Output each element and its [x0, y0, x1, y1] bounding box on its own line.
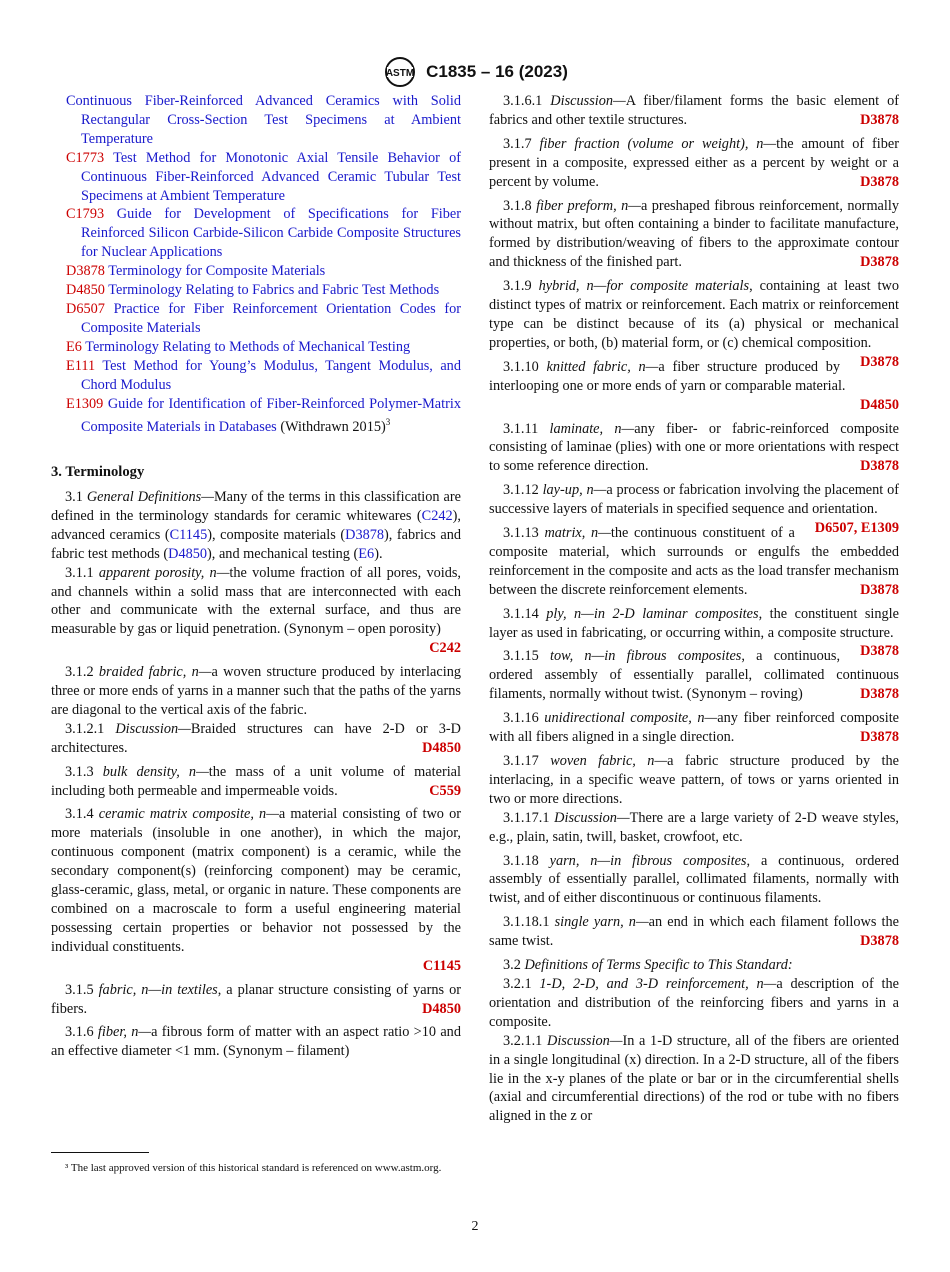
- term: laminate, n—: [549, 420, 635, 437]
- page-header: [0, 56, 950, 88]
- term: Discussion—: [554, 809, 630, 826]
- term: matrix, n—: [544, 525, 611, 542]
- definition-item: 3.1.10 knitted fabric, n—a fiber structure produced by interlooping one or more ends of yarn or comparable material.: [489, 358, 846, 394]
- ref-title[interactable]: Terminology for Composite Materials: [108, 263, 326, 280]
- definition-item: 3.1.6 fiber, n—a fibrous form of matter with an aspect ratio >10 and an effective diameter <1 mm. (Synonym – filament): [51, 1024, 461, 1060]
- ref-item[interactable]: [51, 262, 461, 281]
- ref-title[interactable]: Test Method for Young’s Modulus, Tangent Modulus, and Chord Modulus: [81, 357, 461, 393]
- source-ref[interactable]: D3878: [860, 254, 899, 271]
- ref-title[interactable]: Practice for Fiber Reinforcement Orientation Codes for Composite Materials: [81, 300, 462, 336]
- term: Discussion—: [547, 1032, 623, 1049]
- term: hybrid, n—for composite materials: [538, 278, 750, 295]
- term: bulk density, n—: [102, 763, 209, 780]
- ref-item[interactable]: [51, 281, 461, 300]
- link-d3878[interactable]: D3878: [345, 526, 385, 543]
- definition-item: 3.1.16 unidirectional composite, n—any fiber reinforced composite with all fibers aligned in a single direction. D3878: [489, 710, 900, 746]
- ref-title[interactable]: Test Method for Monotonic Axial Tensile Behavior of Continuous Fiber-Reinforced Advanced Ceramic Tubular Test Specimens at Ambient Temperature: [81, 149, 461, 204]
- definition-item: 3.2.1 1-D, 2-D, and 3-D reinforcement, n—a description of the orientation and distribution of the reinforcing fibers and yarns in a composite.: [489, 975, 899, 1030]
- term: single yarn, n—: [554, 914, 649, 931]
- left-column: [51, 92, 461, 1061]
- term: fiber, n—: [97, 1024, 152, 1041]
- definition-3-2: 3.2 Definitions of Terms Specific to This Standard:: [503, 957, 793, 974]
- definition-item: 3.1.13 matrix, n—the continuous constituent of a composite material, which surrounds or engulfs the embedded reinforcement in the composite and acts as the load transfer mechanism between the discrete reinforcement elements. D3878: [489, 525, 899, 598]
- definition-item: 3.1.9 hybrid, n—for composite materials, containing at least two distinct types of matrix or reinforcement. Each matrix or reinforcement type can be distinct because of its (a) physical or mechanical properties, or both, (b) material form, or (c) chemical composition. D3878: [489, 278, 900, 370]
- term: fiber fraction (volume or weight), n—: [539, 135, 777, 152]
- source-ref[interactable]: C242: [429, 640, 461, 657]
- term: woven fabric, n—: [550, 753, 668, 769]
- definition-item: 3.1.17.1 Discussion—There are a large variety of 2-D weave styles, e.g., plain, satin, twill, basket, crowfoot, etc.: [489, 809, 899, 845]
- source-ref[interactable]: C1145: [422, 957, 461, 974]
- definition-item: 3.1.8 fiber preform, n—a preshaped fibrous reinforcement, normally without matrix, but often containing a binder to facilitate manufacture, formed by distribution/weaving of fibers to the approximate contour and thickness of the finished part. D3878: [489, 197, 899, 271]
- term: tow, n—in fibrous composites: [549, 648, 742, 665]
- ref-id[interactable]: D4850: [66, 282, 105, 299]
- referenced-documents-list: [51, 92, 461, 437]
- term: yarn, n—in fibrous composites: [549, 852, 747, 869]
- ref-item[interactable]: [51, 92, 461, 149]
- source-ref[interactable]: D4850: [422, 739, 461, 756]
- source-ref[interactable]: D4850: [860, 396, 899, 413]
- definition-item: 3.1.2 braided fabric, n—a woven structure produced by interlacing three or more ends of yarns in a manner such that the paths of the yarns are diagonal to the vertical axis of the fabric.: [51, 664, 461, 718]
- link-e6[interactable]: E6: [358, 545, 375, 562]
- term: ply, n—in 2-D laminar composites: [546, 605, 759, 622]
- source-ref[interactable]: D3878: [860, 173, 899, 190]
- definition-item: 3.1.2.1 Discussion—Braided structures can have 2-D or 3-D architectures. D4850: [51, 720, 461, 756]
- term: knitted fabric, n—: [546, 358, 659, 375]
- clause-title: General Definitions—: [86, 488, 214, 505]
- ref-title[interactable]: Guide for Development of Specifications for Fiber Reinforced Silicon Carbide-Silicon Carbide Composite Structures for Nuclear Applications: [81, 206, 461, 261]
- source-ref[interactable]: C559: [429, 782, 461, 799]
- definition-item: 3.1.4 ceramic matrix composite, n—a material consisting of two or more materials (insoluble in one another), in which the major, continuous component (matrix component) is a ceramic, while the secondary component(s) (reinforcing component) may be ceramic, glass-ceramic, glass, metal, or organic in nature. These components are combined on a macroscale to form a useful engineering material possessing certain properties or behavior not possessed by the individual constituents.: [51, 806, 461, 955]
- ref-id[interactable]: E111: [66, 357, 96, 374]
- definition-item: 3.1.18 yarn, n—in fibrous composites, a continuous, ordered assembly of essentially parallel, collimated filaments, normally with twist, and of either discontinuous or continuous filaments.: [489, 852, 899, 907]
- term: fabric, n—in textiles: [98, 981, 218, 998]
- definition-item: 3.1.17 woven fabric, n—a fabric structure produced by the interlacing, in a specific weave pattern, of tows or yarns oriented in two or more directions.: [489, 753, 899, 807]
- definition-item: 3.1.7 fiber fraction (volume or weight), n—the amount of fiber present in a composite, expressed either as a percent by weight or a percent by volume. D3878: [489, 135, 899, 190]
- source-ref[interactable]: D6507, E1309: [814, 520, 899, 537]
- ref-id[interactable]: E6: [66, 338, 82, 355]
- definition-item: 3.1.5 fabric, n—in textiles, a planar structure consisting of yarns or fibers. D4850: [51, 981, 462, 1017]
- document-designation: C1835 – 16 (2023): [426, 62, 568, 81]
- source-ref[interactable]: D4850: [422, 1000, 461, 1017]
- source-ref[interactable]: D3878: [860, 729, 899, 746]
- ref-item[interactable]: [51, 149, 461, 206]
- definition-item: 3.2.1.1 Discussion—In a 1-D structure, all of the fibers are oriented in a single longitudinal (x) direction. In a 2-D structure, all of the fibers lie in the x-y planes of the plate or bar or in the circumferential shells (axial and circumferential directions) of the rod or tube with no fibers aligned in the z or: [489, 1032, 900, 1125]
- link-c1145[interactable]: C1145: [169, 526, 208, 543]
- term: lay-up, n—: [542, 482, 607, 499]
- footnote-divider: [51, 1152, 149, 1153]
- term: braided fabric, n—: [98, 664, 212, 681]
- term: Discussion—: [115, 720, 191, 737]
- definition-item: 3.1.6.1 Discussion—A fiber/filament forms the basic element of fabrics and other textile structures. D3878: [489, 93, 900, 128]
- source-ref[interactable]: D3878: [860, 353, 899, 370]
- source-ref[interactable]: D3878: [860, 581, 899, 598]
- ref-id[interactable]: E1309: [66, 395, 104, 412]
- ref-id[interactable]: D3878: [66, 263, 105, 280]
- source-ref[interactable]: D3878: [860, 643, 899, 660]
- definition-item: 3.1.18.1 single yarn, n—an end in which each filament follows the same twist. D3878: [489, 914, 899, 950]
- definition-3-1: 3.1 General Definitions—Many of the terms in this classification are defined in the terminology standards for ceramic whitewares (C242), advanced ceramics (C1145), composite materials (D3878), fabrics and fabric test methods (D4850), and mechanical testing (E6).: [51, 488, 462, 562]
- ref-title[interactable]: Terminology Relating to Methods of Mechanical Testing: [85, 338, 411, 355]
- ref-id[interactable]: C1793: [66, 206, 105, 223]
- source-ref[interactable]: D3878: [860, 933, 899, 950]
- ref-tail: (Withdrawn 2015): [276, 419, 386, 436]
- ref-item[interactable]: [51, 357, 461, 395]
- definition-item: 3.1.15 tow, n—in fibrous composites, a continuous, ordered assembly of essentially parallel, collimated continuous filaments, normally without twist. (Synonym – roving) D3878: [489, 648, 899, 703]
- clause-title: Definitions of Terms Specific to This Standard:: [524, 957, 793, 974]
- term: ceramic matrix composite, n—: [98, 806, 279, 823]
- term: 1-D, 2-D, and 3-D reinforcement, n—: [539, 975, 777, 992]
- term: unidirectional composite, n—: [544, 710, 718, 727]
- clause-number: 3.1: [65, 488, 83, 505]
- ref-item[interactable]: [51, 395, 461, 438]
- footnote: ³ The last approved version of this historical standard is referenced on www.astm.org.: [65, 1162, 442, 1174]
- section-heading-terminology: 3. Terminology: [51, 464, 145, 481]
- source-ref[interactable]: D3878: [860, 686, 899, 703]
- definition-item: 3.1.11 laminate, n—any fiber- or fabric-reinforced composite consisting of laminae (plies) with one or more orientations with respect to some reference direction. D3878: [489, 420, 899, 475]
- term: Discussion—: [550, 93, 626, 109]
- astm-logo-icon: [382, 56, 418, 88]
- definition-item: 3.1.3 bulk density, n—the mass of a unit volume of material including both permeable and impermeable voids. C559: [51, 763, 461, 799]
- page-number: 2: [471, 1219, 479, 1234]
- source-ref[interactable]: D3878: [860, 111, 899, 128]
- link-d4850[interactable]: D4850: [168, 545, 208, 562]
- definition-item: 3.1.12 lay-up, n—a process or fabrication involving the placement of successive layers of materials in specified sequence and orientation. D6507, E1309: [489, 482, 899, 537]
- footnote-marker: 3: [385, 417, 391, 428]
- term: apparent porosity, n—: [98, 564, 230, 581]
- logo-label: ASTM: [385, 68, 415, 79]
- definition-item: 3.1.14 ply, n—in 2-D laminar composites, the constituent single layer as used in fabricating, or occurring within, a composite structure. D3878: [489, 605, 900, 660]
- ref-title[interactable]: Continuous Fiber-Reinforced Advanced Ceramics with Solid Rectangular Cross-Section Test Specimens at Ambient Temperature: [66, 93, 461, 147]
- ref-item[interactable]: [51, 205, 461, 262]
- term: fiber preform, n—: [536, 197, 641, 214]
- ref-title[interactable]: Terminology Relating to Fabrics and Fabric Test Methods: [108, 282, 440, 299]
- ref-title[interactable]: Guide for Identification of Fiber-Reinforced Polymer-Matrix Composite Materials in Databases: [81, 395, 462, 436]
- link-c242[interactable]: C242: [421, 507, 453, 524]
- ref-id[interactable]: D6507: [66, 300, 105, 317]
- source-ref[interactable]: D3878: [860, 458, 899, 475]
- ref-item[interactable]: [51, 300, 461, 338]
- ref-id[interactable]: C1773: [66, 149, 105, 166]
- ref-item[interactable]: [51, 338, 461, 357]
- definition-item: 3.1.1 apparent porosity, n—the volume fraction of all pores, voids, and channels within a solid mass that are interconnected with each other and communicate with the external surface, and thus are measurable by gas or liquid penetration. (Synonym – open porosity): [51, 564, 461, 638]
- right-column: [489, 92, 899, 1126]
